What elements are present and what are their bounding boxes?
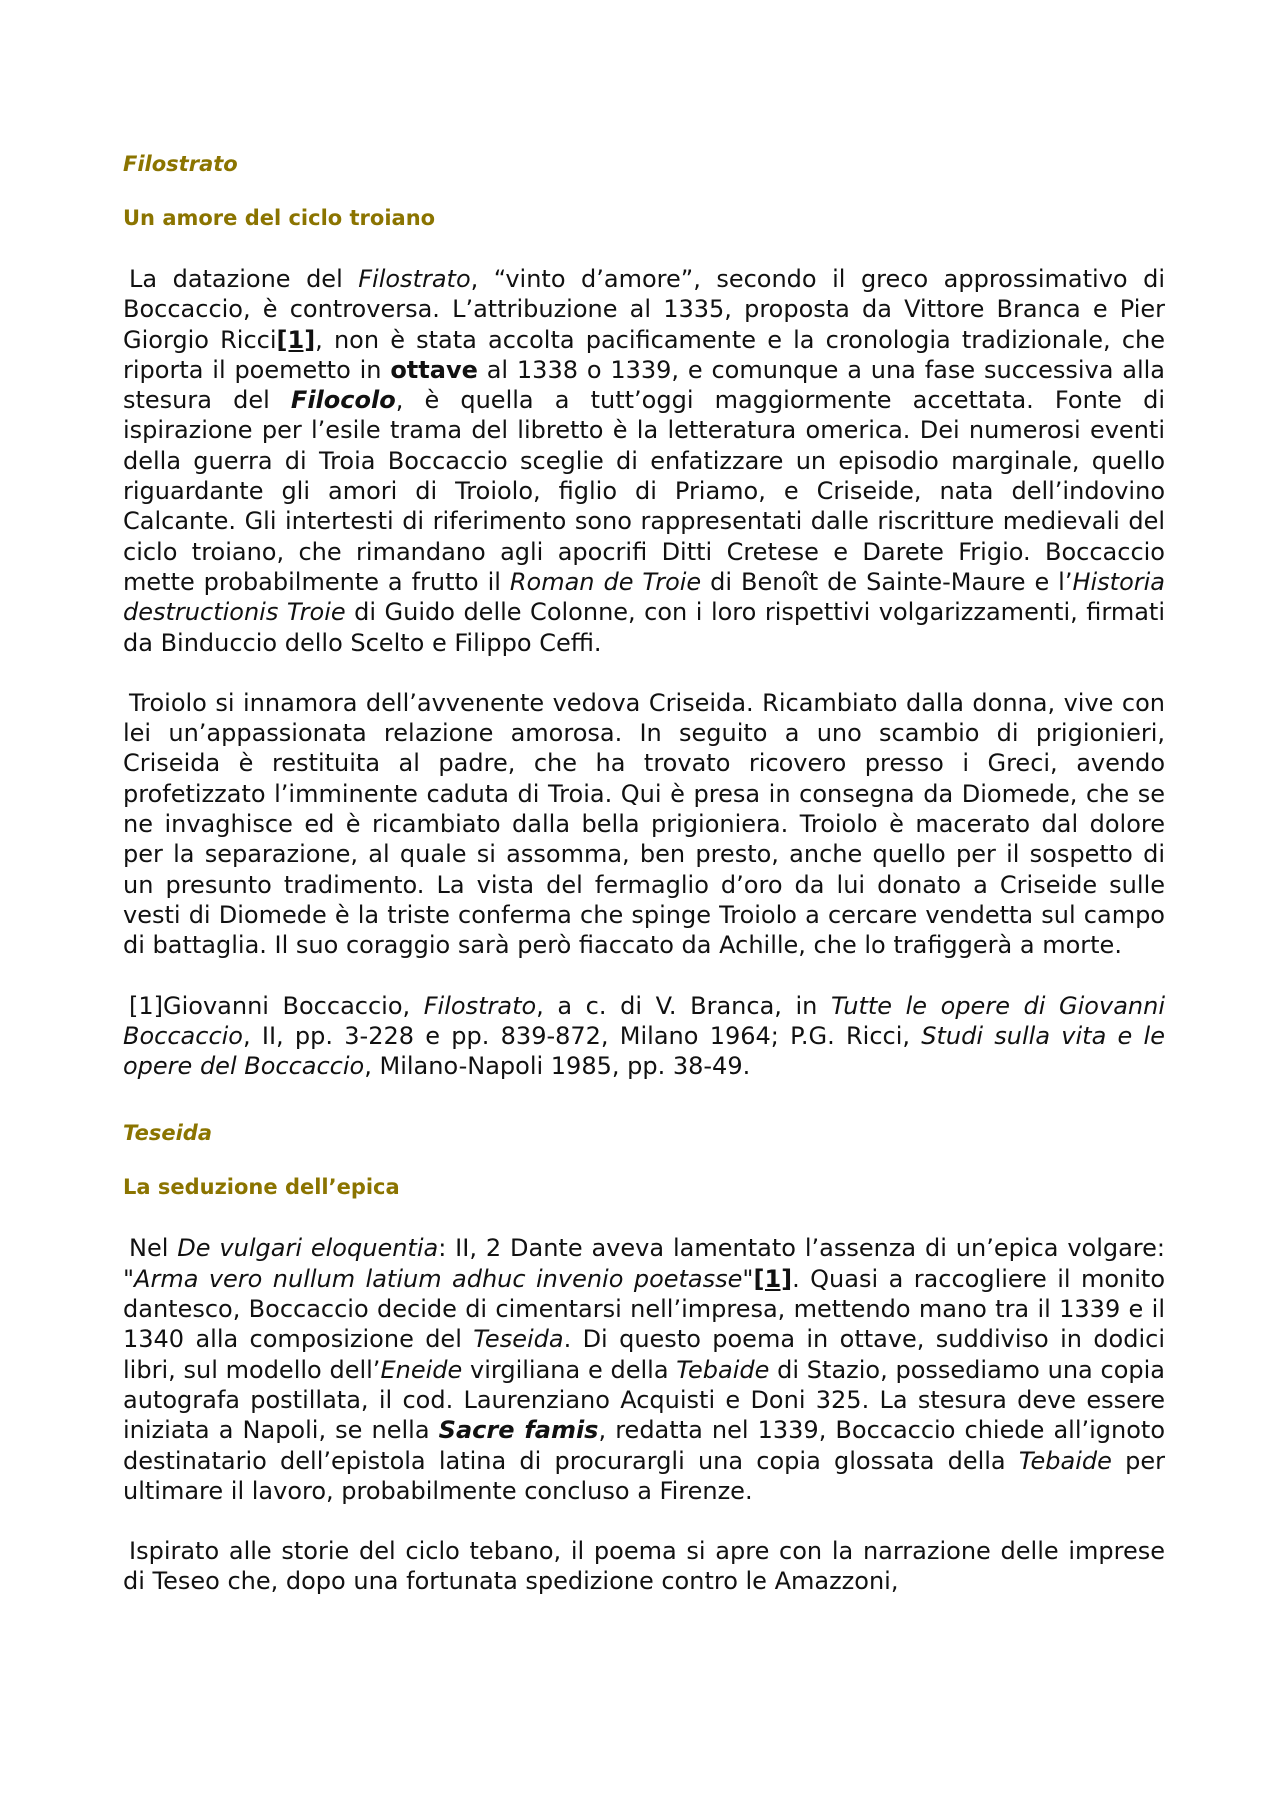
text-run: Tebaide bbox=[1018, 1446, 1112, 1475]
paragraph-filostrato-2 bbox=[123, 688, 1165, 961]
text-run: , II, pp. 3-228 e pp. 839-872, Milano 1964; P.G. Ricci, bbox=[243, 1021, 922, 1050]
footnote-reference-link[interactable]: [1] bbox=[276, 325, 316, 354]
section-subtitle-filostrato: Un amore del ciclo troiano bbox=[123, 206, 436, 230]
text-run: Studi sulla vita e le opere del Boccaccio bbox=[123, 1021, 1165, 1081]
text-run: di Guido delle Colonne, con i loro rispettivi volgarizzamenti, firmati da Binduccio dello Scelto e Filippo Ceffi. bbox=[123, 598, 1165, 657]
document-body bbox=[123, 152, 1165, 1597]
text-run: Filostrato bbox=[358, 265, 471, 293]
text-run: . Quasi a raccogliere il monito dantesco, Boccaccio decide di cimentarsi nell’impresa, mettendo mano tra il 1339 e il 1340 alla composizione del bbox=[123, 1264, 1166, 1354]
text-run: Filocolo bbox=[290, 386, 396, 415]
text-run: , redatta nel 1339, Boccaccio chiede all’ignoto destinatario dell’epistola latina di procurargli una copia glossata della bbox=[123, 1416, 1166, 1475]
text-run: Historia destructionis Troie bbox=[123, 567, 1166, 627]
text-run: , a c. di V. Branca, in bbox=[536, 991, 831, 1020]
text-run: . Di questo poema in ottave, suddiviso in dodici libri, sul modello dell’ bbox=[123, 1325, 1165, 1384]
text-run: , Milano-Napoli 1985, pp. 38-49. bbox=[364, 1052, 751, 1081]
section-subtitle-teseida: La seduzione dell’epica bbox=[123, 1175, 400, 1200]
text-run: : II, 2 Dante aveva lamentato l’assenza di un’epica volgare: " bbox=[123, 1234, 1165, 1293]
text-run: Sacre famis bbox=[438, 1416, 599, 1445]
text-run: Arma vero nullum latium adhuc invenio poetasse bbox=[134, 1264, 743, 1293]
footnote-reference-link[interactable]: [1] bbox=[753, 1264, 793, 1293]
section-title-teseida: Teseida bbox=[123, 1121, 213, 1146]
text-run: Troiolo si innamora dell’avvenente vedova Criseida. Ricambiato dalla donna, vive con lei un’appassionata relazione amorosa. In seguito a uno scambio di prigionieri, Criseida è restituita al padre, che ha trovato ricovero presso i Greci, avendo profetizzato l’imminente caduta di Troia. Qui è presa in consegna da Diomede, che se ne invaghisce ed è ricambiato dalla bella prigioniera. Troiolo è macerato dal dolore per la separazione, al quale si assomma, ben presto, anche quello per il sospetto di un presunto tradimento. La vista del fermaglio d’oro da lui donato a Criseide sulle vesti di Diomede è la triste conferma che spinge Troiolo a cercare vendetta sul campo di battaglia. Il suo coraggio sarà però fiaccato da Achille, che lo trafiggerà a morte. bbox=[123, 688, 1165, 960]
text-run: Nel bbox=[129, 1234, 178, 1263]
text-run: , è quella a tutt’oggi maggiormente accettata. Fonte di ispirazione per l’esile trama del libretto è la letteratura omerica. Dei numerosi eventi della guerra di Troia Boccaccio sceglie di enfatizzare un episodio marginale, quello riguardante gli amori di Troiolo, figlio di Priamo, e Criseide, nata dell’indovino Calcante. Gli intertesti di riferimento sono rappresentati dalle riscritture medievali del ciclo troiano, che rimandano agli apocrifi Ditti Cretese e Darete Frigio. Boccaccio mette probabilmente a frutto il bbox=[123, 386, 1165, 596]
text-run: al 1338 o 1339, e comunque a una fase successiva alla stesura del bbox=[123, 355, 1165, 415]
footnote-filostrato bbox=[123, 991, 1165, 1082]
text-run: Tutte le opere di Giovanni Boccaccio bbox=[123, 991, 1165, 1050]
text-run: virgiliana e della bbox=[462, 1355, 677, 1384]
paragraph-teseida-1 bbox=[123, 1233, 1165, 1506]
text-run: [1]Giovanni Boccaccio, bbox=[129, 991, 424, 1020]
text-run: La datazione del bbox=[129, 265, 359, 293]
text-run: di Benoît de Sainte-Maure e l’ bbox=[701, 567, 1073, 596]
text-run: De vulgari eloquentia bbox=[177, 1234, 439, 1263]
text-run: Ispirato alle storie del ciclo tebano, il poema si apre con la narrazione delle imprese di Teseo che, dopo una fortunata spedizione contro le Amazzoni, bbox=[123, 1537, 1165, 1596]
text-run: " bbox=[742, 1264, 754, 1293]
text-run: ottave bbox=[390, 355, 478, 384]
text-run: Filostrato bbox=[423, 991, 537, 1020]
text-run: per ultimare il lavoro, probabilmente concluso a Firenze. bbox=[123, 1446, 1165, 1505]
text-run: , “vinto d’amore”, secondo il greco approssimativo di Boccaccio, è controversa. L’attribuzione al 1335, proposta da Vittore Branca e Pier Giorgio Ricci bbox=[123, 265, 1165, 354]
text-run: Roman de Troie bbox=[509, 567, 702, 596]
text-run: Tebaide bbox=[676, 1355, 770, 1384]
text-run: , non è stata accolta pacificamente e la cronologia tradizionale, che riporta il poemetto in bbox=[123, 325, 1165, 384]
paragraph-filostrato-1 bbox=[123, 264, 1165, 658]
text-run: di Stazio, possediamo una copia autografa postillata, il cod. Laurenziano Acquisti e Doni 325. La stesura deve essere iniziata a Napoli, se nella bbox=[123, 1355, 1165, 1445]
section-title-filostrato: Filostrato bbox=[123, 152, 238, 176]
text-run: Eneide bbox=[380, 1355, 463, 1384]
text-run: Teseida bbox=[473, 1325, 564, 1354]
paragraph-teseida-2 bbox=[123, 1536, 1165, 1597]
